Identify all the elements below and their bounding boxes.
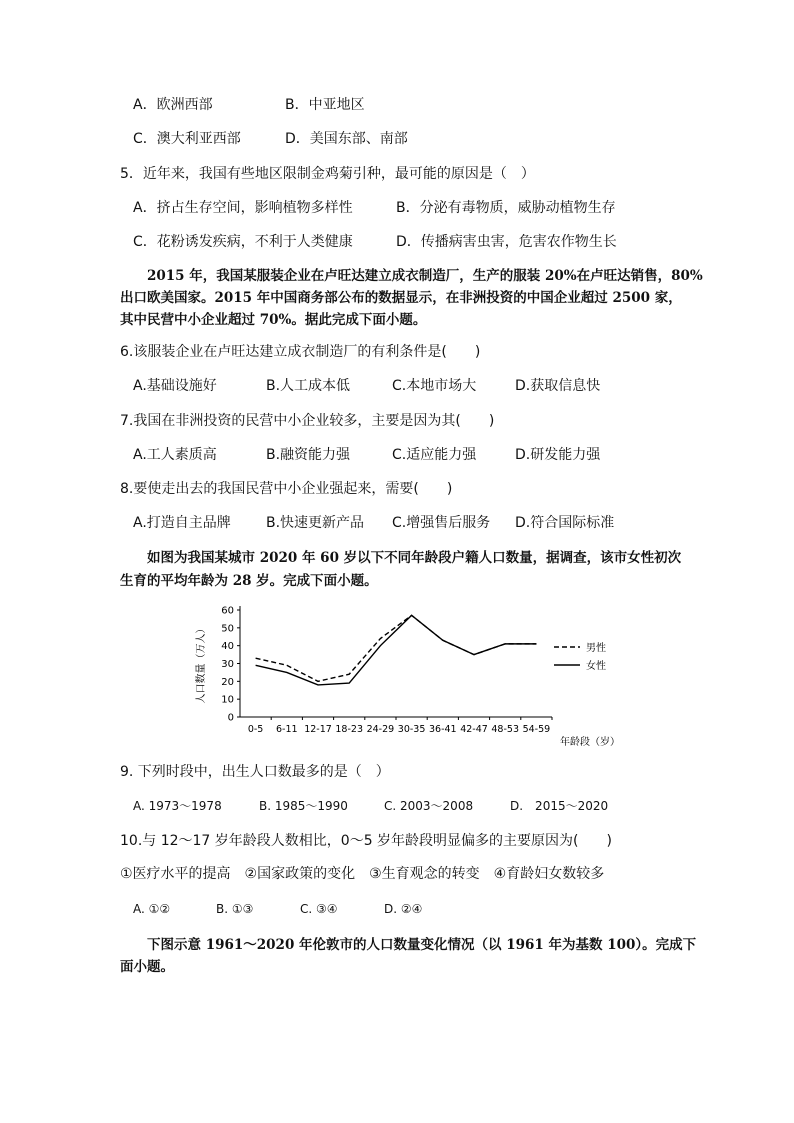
x-tick-label: 18-23: [335, 724, 364, 735]
y-tick-label: 0: [227, 712, 234, 724]
passage2-line2: 生育的平均年龄为 28 岁。完成下面小题。: [120, 573, 378, 589]
q9-option-a: A. 1973～1978: [133, 799, 222, 813]
q10-stem: 10.与 12～17 岁年龄段人数相比，0～5 岁年龄段明显偏多的主要原因为( ): [120, 833, 612, 849]
q8-option-d: D.符合国际标准: [515, 515, 615, 531]
x-tick-label: 24-29: [366, 724, 395, 735]
q10-option-c: C. ③④: [300, 902, 338, 916]
q8-option-c: C.增强售后服务: [392, 515, 491, 531]
q7-option-c: C.适应能力强: [392, 447, 477, 463]
q5-option-d: D．传播病害虫害，危害农作物生长: [396, 234, 617, 250]
x-tick-label: 42-47: [460, 724, 488, 735]
q6-stem: 6.该服装企业在卢旺达建立成衣制造厂的有利条件是( ): [120, 344, 481, 360]
q6-option-c: C.本地市场大: [392, 378, 477, 394]
y-tick-label: 20: [221, 676, 234, 688]
q10-option-a: A. ①②: [133, 902, 171, 916]
y-tick-label: 50: [221, 623, 234, 635]
x-tick-label: 0-5: [247, 724, 264, 735]
q8-option-b: B.快速更新产品: [266, 515, 365, 531]
x-axis-label: 年龄段（岁）: [560, 737, 620, 748]
q5-stem: 5．近年来，我国有些地区限制金鸡菊引种，最可能的原因是（ ）: [120, 166, 535, 182]
y-axis-label: 人口数量（万人）: [196, 623, 207, 704]
legend-label: 女性: [586, 661, 606, 672]
q6-option-d: D.获取信息快: [515, 378, 601, 394]
y-tick-label: 30: [221, 659, 234, 670]
q7-option-d: D.研发能力强: [515, 447, 601, 463]
q5-option-a: A．挤占生存空间，影响植物多样性: [133, 200, 353, 216]
population-line-chart: [190, 600, 630, 750]
q4-option-b: B．中亚地区: [285, 97, 365, 113]
q8-option-a: A.打造自主品牌: [133, 515, 231, 531]
y-tick-label: 60: [221, 605, 234, 617]
q7-stem: 7.我国在非洲投资的民营中小企业较多，主要是因为其( ): [120, 413, 495, 429]
passage2-line1: 如图为我国某城市 2020 年 60 岁以下不同年龄段户籍人口数量，据调查，该市女性初次: [147, 550, 682, 566]
q6-option-a: A.基础设施好: [133, 378, 217, 394]
x-tick-label: 12-17: [304, 724, 332, 735]
legend-label: 男性: [586, 643, 606, 654]
q10-items: ①医疗水平的提高 ②国家政策的变化 ③生育观念的转变 ④育龄妇女数较多: [120, 866, 605, 882]
q5-option-b: B．分泌有毒物质，威胁动植物生存: [396, 200, 616, 216]
q7-option-a: A.工人素质高: [133, 447, 217, 463]
passage1-line2: 出口欧美国家。2015 年中国商务部公布的数据显示，在非洲投资的中国企业超过 2500 家，: [120, 290, 682, 306]
q7-option-b: B.融资能力强: [266, 447, 351, 463]
q10-option-b: B. ①③: [216, 902, 254, 916]
passage1-line3: 其中民营中小企业超过 70%。据此完成下面小题。: [120, 312, 427, 328]
x-tick-label: 54-59: [522, 724, 551, 735]
x-tick-label: 48-53: [491, 724, 520, 735]
q4-option-a: A．欧洲西部: [133, 97, 213, 113]
y-tick-label: 40: [221, 641, 234, 653]
q10-option-d: D. ②④: [384, 902, 423, 916]
q8-stem: 8.要使走出去的我国民营中小企业强起来，需要( ): [120, 481, 453, 497]
passage3-line1: 下图示意 1961～2020 年伦敦市的人口数量变化情况（以 1961 年为基数 100）。完成下: [147, 937, 697, 953]
q9-option-d: D. 2015～2020: [510, 799, 609, 813]
x-tick-label: 30-35: [397, 724, 426, 735]
q9-stem: 9. 下列时段中，出生人口数最多的是（ ）: [120, 764, 390, 780]
passage3-line2: 面小题。: [120, 959, 174, 975]
x-tick-label: 36-41: [428, 724, 457, 735]
passage1-line1: 2015 年，我国某服装企业在卢旺达建立成衣制造厂，生产的服装 20%在卢旺达销售，80%: [147, 268, 703, 284]
q9-option-b: B. 1985～1990: [259, 799, 348, 813]
q5-option-c: C．花粉诱发疾病，不利于人类健康: [133, 234, 353, 250]
q4-option-d: D．美国东部、南部: [285, 131, 408, 147]
x-tick-label: 6-11: [276, 724, 298, 735]
q6-option-b: B.人工成本低: [266, 378, 351, 394]
y-tick-label: 10: [221, 694, 234, 706]
q9-option-c: C. 2003～2008: [384, 799, 474, 813]
q4-option-c: C．澳大利亚西部: [133, 131, 241, 147]
series-line-2: [256, 615, 537, 685]
